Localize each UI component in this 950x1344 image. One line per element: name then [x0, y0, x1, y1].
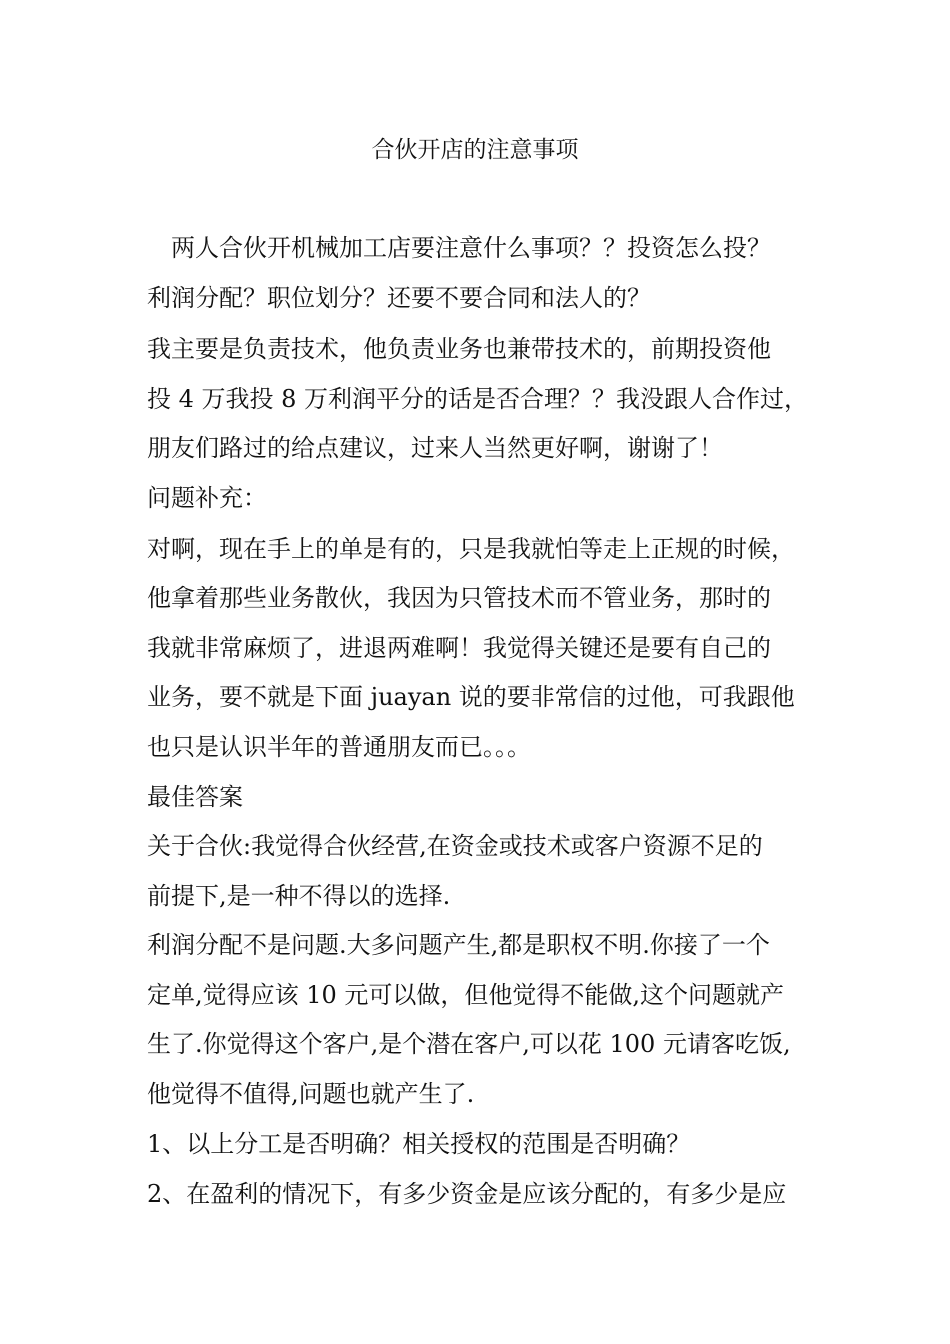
section-heading: 最佳答案 [147, 783, 243, 811]
paragraph-line: 也只是认识半年的普通朋友而已。。。 [147, 733, 531, 761]
paragraph-line: 业务，要不就是下面 juayan 说的要非常信的过他，可我跟他 [147, 683, 795, 711]
paragraph-line: 问题补充： [147, 484, 267, 512]
list-item: 2、在盈利的情况下，有多少资金是应该分配的，有多少是应 [147, 1180, 787, 1208]
paragraph-line: 两人合伙开机械加工店要注意什么事项？？投资怎么投？ [147, 234, 771, 262]
paragraph-line: 利润分配？职位划分？还要不要合同和法人的？ [147, 284, 651, 312]
paragraph-line: 前提下,是一种不得以的选择. [147, 882, 451, 910]
paragraph-line: 我主要是负责技术，他负责业务也兼带技术的，前期投资他 [147, 335, 771, 363]
paragraph-line: 利润分配不是问题.大多问题产生,都是职权不明.你接了一个 [147, 931, 770, 959]
paragraph-line: 他拿着那些业务散伙，我因为只管技术而不管业务，那时的 [147, 584, 771, 612]
document-title: 合伙开店的注意事项 [371, 137, 579, 163]
paragraph-line: 他觉得不值得,问题也就产生了. [147, 1080, 475, 1108]
paragraph-line: 朋友们路过的给点建议，过来人当然更好啊，谢谢了！ [147, 434, 723, 462]
list-item: 1、以上分工是否明确？相关授权的范围是否明确？ [147, 1130, 691, 1158]
paragraph-line: 对啊，现在手上的单是有的，只是我就怕等走上正规的时候， [147, 535, 795, 563]
paragraph-line: 我就非常麻烦了，进退两难啊！我觉得关键还是要有自己的 [147, 634, 771, 662]
paragraph-line: 投 4 万我投 8 万利润平分的话是否合理？？我没跟人合作过， [147, 385, 809, 413]
paragraph-line: 关于合伙:我觉得合伙经营,在资金或技术或客户资源不足的 [147, 832, 763, 860]
paragraph-line: 定单,觉得应该 10 元可以做，但他觉得不能做,这个问题就产 [147, 981, 785, 1009]
paragraph-line: 生了.你觉得这个客户,是个潜在客户,可以花 100 元请客吃饭, [147, 1030, 791, 1058]
